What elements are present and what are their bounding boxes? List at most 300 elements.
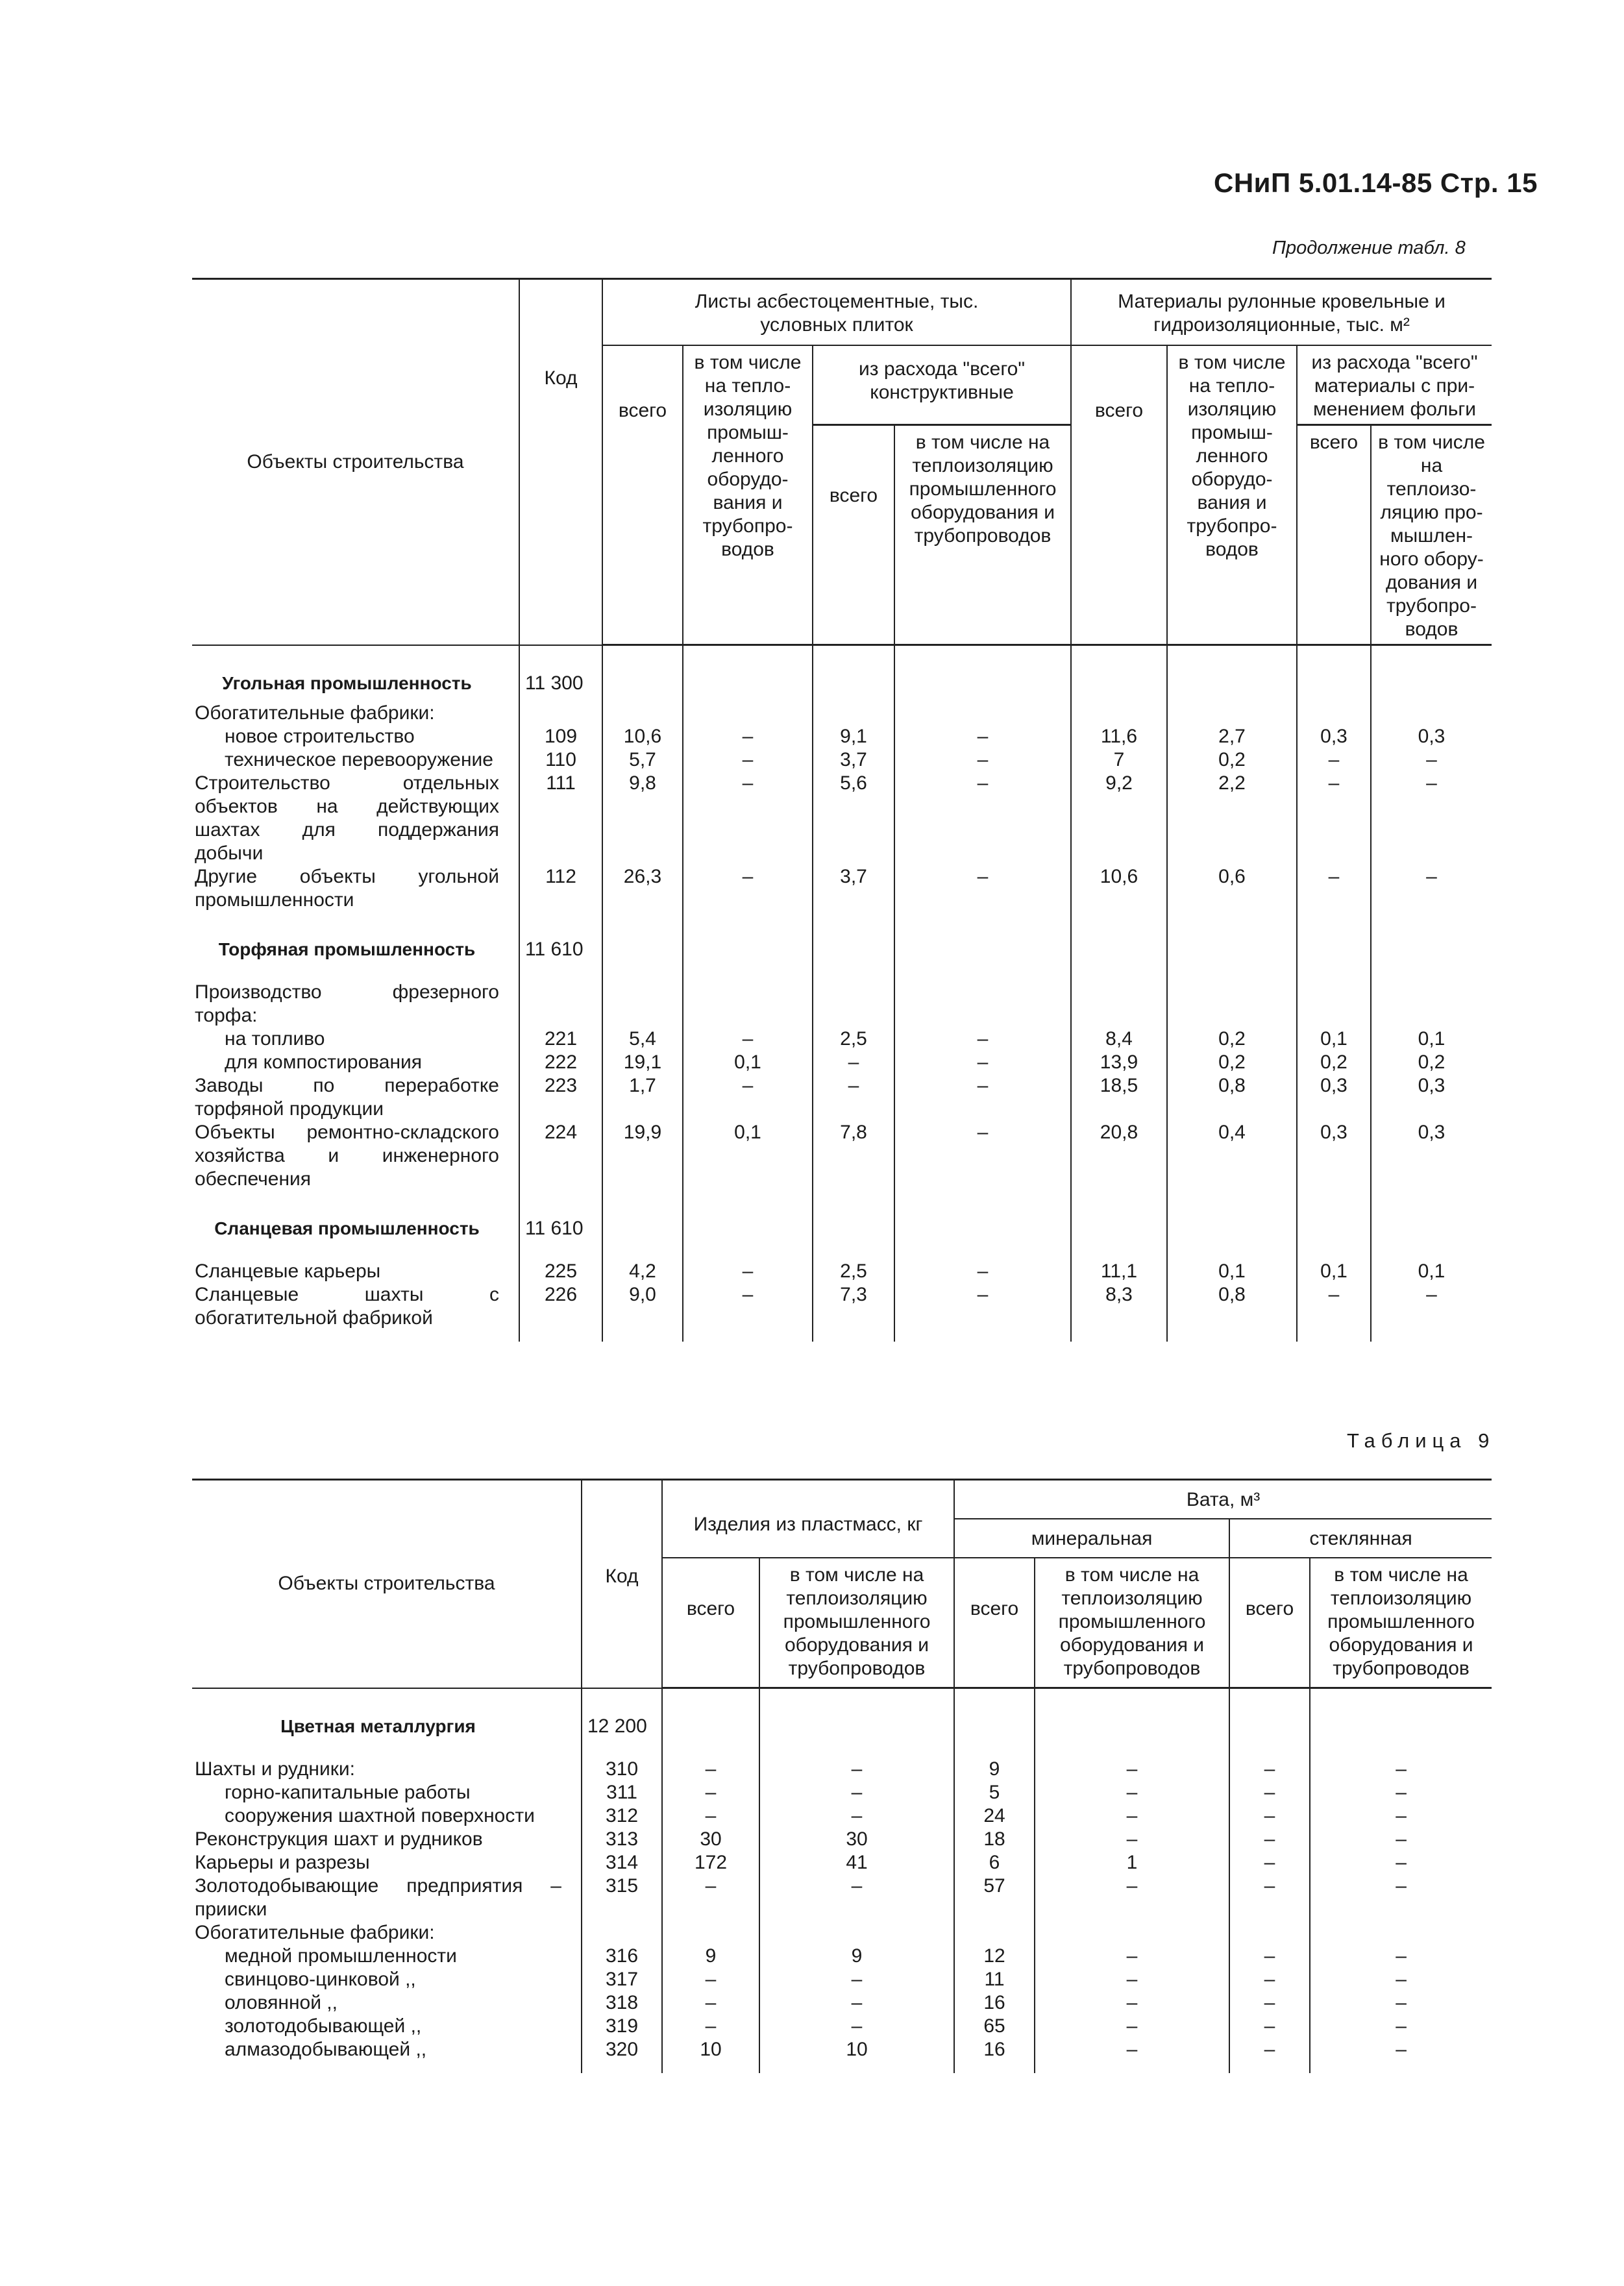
value-cell: – [1035,1874,1229,1921]
value-cell: – [662,1804,759,1828]
value-cell [602,695,683,725]
value-cell: 6 [954,1851,1035,1874]
table-cell [1071,1191,1167,1240]
table-row [192,2015,1492,2038]
value-cell: – [1396,1874,1407,1897]
value-cell: 19,9 [602,1121,683,1191]
value-cell: – [1297,748,1371,772]
table-row [192,1240,1492,1283]
table-cell [1297,1330,1371,1342]
header-total: всего [954,1558,1035,1688]
value-cell: 0,1 [683,1051,813,1074]
value-cell [1071,961,1167,1027]
table-row [192,1283,1492,1330]
object-name: на топливо [192,1027,519,1051]
value-cell: 0,1 [683,1121,813,1191]
value-cell: – [759,1738,954,1781]
value-cell: – [1229,1738,1310,1781]
value-cell: – [1229,2038,1310,2061]
value-cell: – [1297,772,1371,865]
value-cell: – [894,772,1071,865]
value-cell: 0,1 [1297,1027,1371,1051]
header-mineral: минеральная [954,1519,1229,1558]
value-cell: 9,0 [602,1283,683,1330]
table-cell [602,912,683,961]
value-cell [1297,961,1371,1027]
value-cell: – [894,1121,1071,1191]
table-cell [1071,645,1167,695]
table-cell [1167,645,1297,695]
table-row [192,865,1492,912]
value-cell: 0,1 [1418,1027,1446,1050]
table-row [192,2038,1492,2061]
table-cell [894,1330,1071,1342]
object-name: Заводы по переработке торфяной продукции [192,1074,519,1121]
section-code: 11 610 [519,912,602,961]
table-cell [1310,2061,1492,2073]
table-cell [662,1688,759,1738]
value-cell [1071,695,1167,725]
value-cell [1229,1921,1310,1945]
header-group-asbestos-sheets: Листы асбестоцементные, тыс. условных плиток [602,279,1071,346]
section-row [192,1688,1492,1738]
object-code [582,1921,662,1945]
value-cell: 12 [954,1945,1035,1968]
table-cell [683,912,813,961]
table-row [192,1738,1492,1781]
table-cell [1297,912,1371,961]
value-cell: 0,3 [1418,1121,1446,1143]
object-code: 226 [519,1283,602,1330]
value-cell: – [1035,1738,1229,1781]
object-code [519,961,602,1027]
value-cell: 2,7 [1167,725,1297,748]
value-cell [1297,695,1371,725]
value-cell: – [1229,1804,1310,1828]
table-row [192,1851,1492,1874]
object-name: горно-капитальные работы [192,1781,582,1804]
value-cell: – [683,1027,813,1051]
value-cell: 13,9 [1071,1051,1167,1074]
table-row [192,1074,1492,1121]
value-cell: 172 [662,1851,759,1874]
object-code [519,695,602,725]
object-code: 311 [582,1781,662,1804]
value-cell: – [683,1074,813,1121]
value-cell: – [1396,1991,1407,2013]
section-row [192,912,1492,961]
value-cell: – [894,1283,1071,1330]
header-objects: Объекты строительства [192,1480,582,1688]
value-cell: 2,5 [813,1240,894,1283]
header-total: всего [602,345,683,645]
value-cell: 0,4 [1167,1121,1297,1191]
value-cell [1035,1921,1229,1945]
value-cell: – [1396,2038,1407,2060]
section-title: Цветная металлургия [192,1688,582,1738]
header-group-roll-materials: Материалы рулонные кровельные и гидроизоляционные, тыс. м² [1071,279,1492,346]
object-code: 110 [519,748,602,772]
page-header: СНиП 5.01.14-85 Стр. 15 [1214,167,1538,198]
table-cell [813,1191,894,1240]
value-cell: – [662,1781,759,1804]
table-cell [1071,1330,1167,1342]
value-cell: – [1396,1851,1407,1873]
value-cell: – [1426,1283,1437,1305]
header-total: всего [813,425,894,645]
table-row [192,1828,1492,1851]
value-cell: 16 [954,1991,1035,2015]
value-cell: – [662,1874,759,1921]
value-cell: 4,2 [602,1240,683,1283]
section-title: Сланцевая промышленность [192,1191,519,1240]
section-row [192,1191,1492,1240]
value-cell [894,695,1071,725]
value-cell: 1,7 [602,1074,683,1121]
value-cell: 0,8 [1167,1283,1297,1330]
value-cell [1167,961,1297,1027]
value-cell: – [1396,1804,1407,1826]
value-cell: 0,3 [1418,725,1446,747]
value-cell: – [894,1051,1071,1074]
value-cell: – [683,748,813,772]
object-code: 319 [582,2015,662,2038]
object-name: для компостирования [192,1051,519,1074]
header-glass: стеклянная [1229,1519,1492,1558]
object-code: 224 [519,1121,602,1191]
value-cell: 0,3 [1297,1074,1371,1121]
value-cell: – [894,1240,1071,1283]
value-cell: – [894,865,1071,912]
value-cell: 30 [662,1828,759,1851]
header-incl-insulation: в том числе на теплоизоляцию промышленного оборудования и трубопроводов [1310,1558,1492,1688]
table-row [192,1945,1492,1968]
table-cell [1167,912,1297,961]
value-cell: – [1229,1991,1310,2015]
value-cell: 57 [954,1874,1035,1921]
value-cell: – [894,1027,1071,1051]
table-cell [1035,1688,1229,1738]
object-name: Сланцевые карьеры [192,1240,519,1283]
value-cell: – [1035,2015,1229,2038]
header-total: всего [1297,425,1371,645]
value-cell: 5,6 [813,772,894,865]
value-cell [954,1921,1035,1945]
table-cell [1371,912,1492,961]
table-row [192,1804,1492,1828]
value-cell: 0,2 [1297,1051,1371,1074]
value-cell: 5,4 [602,1027,683,1051]
table-cell [954,1688,1035,1738]
object-code: 222 [519,1051,602,1074]
value-cell: – [1396,1968,1407,1990]
value-cell: – [1396,1828,1407,1850]
value-cell: 3,7 [813,748,894,772]
value-cell: 0,2 [1167,1027,1297,1051]
value-cell: – [683,1240,813,1283]
header-incl-insulation-narrow: в том числе на теплоизо-ляцию про-мышлен-ного обору-дования и трубопро-водов [1371,425,1492,645]
value-cell: 0,6 [1167,865,1297,912]
table-row [192,1051,1492,1074]
value-cell: 3,7 [813,865,894,912]
section-row [192,645,1492,695]
value-cell: 0,1 [1167,1240,1297,1283]
table-cell [954,2061,1035,2073]
value-cell: 41 [759,1851,954,1874]
object-name: Строительство отдельных объектов на действующих шахтах для поддержания добычи [192,772,519,865]
object-code: 312 [582,1804,662,1828]
section-code: 12 200 [582,1688,662,1738]
value-cell: – [1229,2015,1310,2038]
value-cell: 24 [954,1804,1035,1828]
value-cell: 10 [759,2038,954,2061]
value-cell: – [683,725,813,748]
value-cell: – [1229,1874,1310,1921]
header-code: Код [582,1480,662,1688]
value-cell: – [894,748,1071,772]
object-code: 315 [582,1874,662,1921]
object-code: 316 [582,1945,662,1968]
header-code: Код [519,279,602,645]
table-cell [1229,1688,1310,1738]
value-cell [602,961,683,1027]
value-cell: – [662,1968,759,1991]
object-code: 320 [582,2038,662,2061]
table-cell [1071,912,1167,961]
value-cell: – [1229,1828,1310,1851]
value-cell: – [1229,1968,1310,1991]
table-row [192,1968,1492,1991]
section-title: Угольная промышленность [192,645,519,695]
table-row [192,1121,1492,1191]
table-bottom-spacer [192,1330,1492,1342]
table-row [192,1874,1492,1921]
value-cell: – [1297,1283,1371,1330]
table-cell [894,645,1071,695]
value-cell: – [759,1804,954,1828]
table-cell [602,1330,683,1342]
value-cell: – [662,1991,759,2015]
value-cell: 11 [954,1968,1035,1991]
object-name: Производство фрезерного торфа: [192,961,519,1027]
value-cell: – [683,772,813,865]
table-row [192,695,1492,725]
table-row [192,1921,1492,1945]
value-cell [813,961,894,1027]
value-cell: – [1396,1781,1407,1803]
object-code: 310 [582,1738,662,1781]
header-incl-insulation-long: в том числе на теплоизоляцию промышленного оборудования и трубопроводов [894,425,1071,645]
value-cell [662,1921,759,1945]
table-row [192,725,1492,748]
value-cell: 30 [759,1828,954,1851]
table-cell [813,1330,894,1342]
value-cell: 1 [1035,1851,1229,1874]
table-cell [894,912,1071,961]
value-cell: – [1035,1968,1229,1991]
table-cell [683,1191,813,1240]
value-cell: 19,1 [602,1051,683,1074]
value-cell: 0,3 [1297,725,1371,748]
table-9 [192,1479,1492,2073]
value-cell: – [1426,865,1437,887]
value-cell: – [894,725,1071,748]
value-cell [1371,961,1492,1027]
value-cell: – [759,1874,954,1921]
table-cell [1310,1688,1492,1738]
value-cell: – [1426,748,1437,770]
table-row [192,772,1492,865]
table-cell [519,1330,602,1342]
object-code: 317 [582,1968,662,1991]
value-cell: 2,5 [813,1027,894,1051]
object-name: Карьеры и разрезы [192,1851,582,1874]
object-code: 318 [582,1991,662,2015]
header-total: всего [1229,1558,1310,1688]
value-cell: – [1229,1851,1310,1874]
value-cell: – [683,865,813,912]
object-name: Обогатительные фабрики: [192,1921,582,1945]
value-cell: 26,3 [602,865,683,912]
table-cell [759,1688,954,1738]
value-cell: 5 [954,1781,1035,1804]
header-foil-materials: из расхода "всего" материалы с при-менением фольги [1297,345,1492,425]
value-cell: 0,3 [1297,1121,1371,1191]
header-incl-insulation: в том числе на теплоизоляцию промышленного оборудования и трубопроводов [1035,1558,1229,1688]
object-name: сооружения шахтной поверхности [192,1804,582,1828]
table-cell [894,1191,1071,1240]
table-cell [813,912,894,961]
value-cell: 9 [759,1945,954,1968]
value-cell: 0,2 [1167,748,1297,772]
value-cell: – [1229,1945,1310,1968]
value-cell [1310,1921,1492,1945]
value-cell: – [662,1738,759,1781]
header-incl-insulation: в том числе на теплоизоляцию промышленного оборудования и трубопроводов [759,1558,954,1688]
value-cell: – [1297,865,1371,912]
value-cell: – [759,2015,954,2038]
value-cell: 11,1 [1071,1240,1167,1283]
header-group-plastics: Изделия из пластмасс, кг [662,1480,954,1558]
header-objects: Объекты строительства [192,279,519,645]
value-cell: – [813,1051,894,1074]
table-continuation-note: Продолжение табл. 8 [1272,238,1466,258]
value-cell: – [894,1074,1071,1121]
table-cell [662,2061,759,2073]
table-cell [683,645,813,695]
object-code: 221 [519,1027,602,1051]
value-cell: 9,2 [1071,772,1167,865]
table-cell [602,1191,683,1240]
value-cell: – [1229,1781,1310,1804]
value-cell: – [759,1968,954,1991]
value-cell [683,695,813,725]
value-cell: 5,7 [602,748,683,772]
value-cell: – [1035,1945,1229,1968]
object-name: Реконструкция шахт и рудников [192,1828,582,1851]
object-name: Объекты ремонтно-складского хозяйства и инженерного обеспечения [192,1121,519,1191]
object-code: 314 [582,1851,662,1874]
value-cell: 0,8 [1167,1074,1297,1121]
table-cell [192,1330,519,1342]
table-cell [1371,1191,1492,1240]
value-cell: – [683,1283,813,1330]
object-name: свинцово-цинковой ,, [192,1968,582,1991]
section-title: Торфяная промышленность [192,912,519,961]
value-cell: 0,2 [1418,1051,1446,1073]
value-cell: 9 [954,1738,1035,1781]
value-cell: – [1035,1991,1229,2015]
value-cell: – [1396,2015,1407,2037]
table-row [192,748,1492,772]
object-code: 109 [519,725,602,748]
value-cell: 10,6 [1071,865,1167,912]
table-cell [683,1330,813,1342]
object-name: Другие объекты угольной промышленности [192,865,519,912]
table-cell [192,2061,582,2073]
table-cell [1297,645,1371,695]
section-code: 11 300 [519,645,602,695]
table-cell [1371,1330,1492,1342]
value-cell: 11,6 [1071,725,1167,748]
value-cell: – [759,1781,954,1804]
value-cell: 8,4 [1071,1027,1167,1051]
value-cell: – [662,2015,759,2038]
table-cell [1297,1191,1371,1240]
object-name: Сланцевые шахты с обогатительной фабрикой [192,1283,519,1330]
value-cell: 2,2 [1167,772,1297,865]
table-cell [759,2061,954,2073]
value-cell: 0,1 [1297,1240,1371,1283]
table-row [192,961,1492,1027]
value-cell: – [1035,2038,1229,2061]
value-cell: – [1396,1758,1407,1780]
value-cell [1371,695,1492,725]
header-incl-insulation: в том числе на тепло-изоляцию промыш-ленного оборудо-вания и трубопро-водов [1167,345,1297,645]
value-cell: – [1035,1804,1229,1828]
value-cell: 9,8 [602,772,683,865]
value-cell: – [1426,772,1437,794]
header-incl-insulation: в том числе на тепло-изоляцию промыш-ленного оборудо-вания и трубопро-водов [683,345,813,645]
object-name: медной промышленности [192,1945,582,1968]
table-cell [1167,1330,1297,1342]
object-name: Шахты и рудники: [192,1738,582,1781]
table-cell [602,645,683,695]
value-cell: 8,3 [1071,1283,1167,1330]
value-cell: 10 [662,2038,759,2061]
object-code: 223 [519,1074,602,1121]
header-total: всего [662,1558,759,1688]
value-cell [683,961,813,1027]
object-name: оловянной ,, [192,1991,582,2015]
object-code: 111 [519,772,602,865]
value-cell [813,695,894,725]
value-cell: 20,8 [1071,1121,1167,1191]
table-cell [1035,2061,1229,2073]
value-cell [894,961,1071,1027]
table-bottom-spacer [192,2061,1492,2073]
value-cell [759,1921,954,1945]
table-row [192,1027,1492,1051]
value-cell: – [1035,1828,1229,1851]
object-name: золотодобывающей ,, [192,2015,582,2038]
object-name: алмазодобывающей ,, [192,2038,582,2061]
value-cell: 0,1 [1418,1260,1446,1282]
section-code: 11 610 [519,1191,602,1240]
value-cell: 18 [954,1828,1035,1851]
value-cell: 9 [662,1945,759,1968]
value-cell: 10,6 [602,725,683,748]
